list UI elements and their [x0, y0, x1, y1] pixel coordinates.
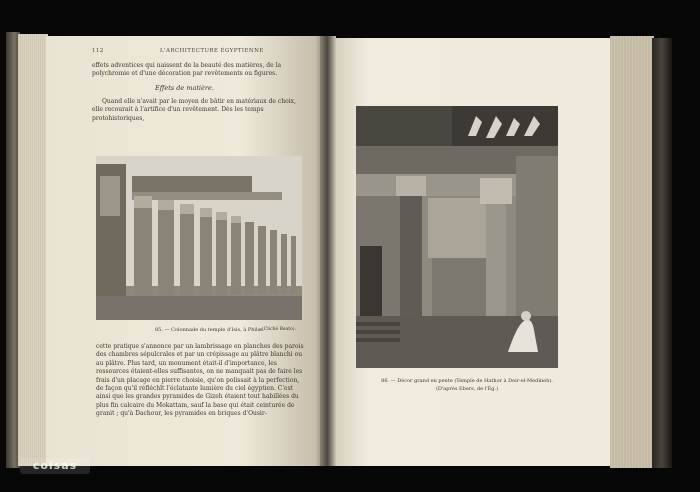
right-figure-caption: 86. — Décor grand en pente (Temple de Hathor à Deir-el-Medineh).	[381, 378, 553, 384]
left-figure-credit: (Cliché Beato).	[262, 327, 296, 332]
paragraph-3: cette pratique s'annonce par un lambrissage en planches des parois des chambres sépulcrales et par un crépissage au plâtre blanchi ou au plâtre. Plus tard, un monument était-il d'importance, les ressources étaient-elles suffisantes, on ne manquait pas de faire les frais d'un placage en pierre choisie, qu'on polissait à la perfection, de façon qu'il réfléchît l'éclatante lumière du ciel égyptien. C'est ainsi que les grandes pyramides de Gizeh étaient tout habillées du plus fin calcaire du Mokattam, sauf la base qui était ceinturée de granit ; qu'à Dachour, les pyramides en briques d'Ousir-	[96, 343, 304, 418]
colonnade-illustration	[96, 156, 302, 320]
right-figure-caption-credit: (D'après Ebers, de l'Ég.)	[435, 386, 499, 392]
left-page-edges	[18, 34, 48, 466]
paragraph-2: Quand elle n'avait par le moyen de bâtir en matériaux de choix, elle recourait à l'artifice d'un revêtement. Dès les temps protohistoriques,	[92, 98, 296, 122]
right-page-edges	[610, 36, 654, 468]
running-head: L'ARCHITECTURE ÉGYPTIENNE	[160, 48, 264, 54]
temple-interior-illustration	[356, 106, 558, 368]
book-gutter	[320, 36, 336, 466]
temple-interior-photo	[356, 106, 558, 368]
paragraph-1: effets adventices qui naissent de la beauté des matières, de la polychromie et d'une décoration par revêtements ou figures.	[92, 62, 282, 78]
colonnade-photo	[96, 156, 302, 320]
section-heading: Effets de matière.	[155, 84, 214, 92]
right-cover-edge	[652, 38, 672, 468]
watermark-logo: coisas	[20, 458, 90, 474]
left-figure-caption: 85. — Colonnade du temple d'Isis, à Philæ.	[155, 327, 264, 333]
page-number: 112	[92, 48, 104, 54]
